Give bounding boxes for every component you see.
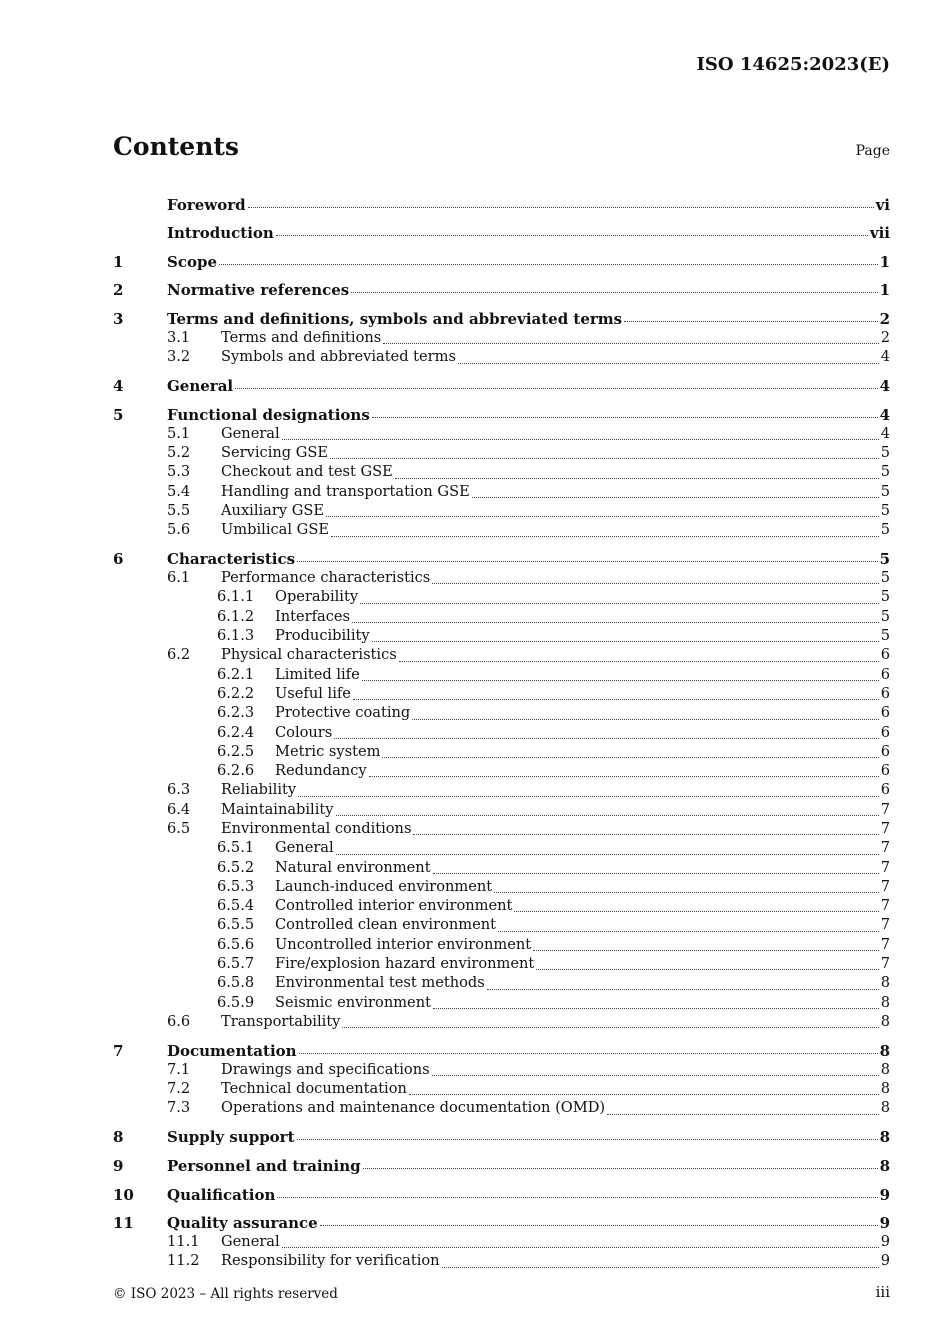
- toc-entry[interactable]: [113, 396, 890, 425]
- dot-leader: [498, 931, 879, 932]
- toc-entry-number: 6.1.3: [217, 627, 255, 645]
- toc-entry-page: 8: [880, 1099, 890, 1117]
- page-column-label: Page: [855, 143, 890, 159]
- dot-leader: [248, 207, 874, 208]
- toc-entry-title: Symbols and abbreviated terms: [221, 348, 456, 366]
- toc-entry-title: Operations and maintenance documentation (OMD): [221, 1099, 606, 1117]
- dot-leader: [412, 719, 878, 720]
- dot-leader: [282, 1247, 879, 1248]
- dot-leader: [297, 561, 878, 562]
- dot-leader: [336, 854, 879, 855]
- dot-leader: [536, 969, 878, 970]
- toc-entry-number: 6.2.4: [217, 723, 255, 741]
- toc-entry[interactable]: [113, 588, 890, 607]
- toc-entry-number: 3: [113, 309, 124, 328]
- toc-entry-title: General: [221, 424, 280, 442]
- toc-entry-page: 6: [880, 762, 890, 780]
- toc-entry-title: Servicing GSE: [221, 444, 329, 462]
- toc-entry-page: 2: [879, 309, 890, 328]
- toc-entry[interactable]: [113, 368, 890, 397]
- toc-entry[interactable]: [113, 627, 890, 646]
- dot-leader: [277, 1197, 877, 1198]
- toc-entry-page: 8: [879, 1041, 890, 1060]
- toc-entry[interactable]: [113, 1080, 890, 1099]
- toc-entry[interactable]: [113, 1252, 890, 1271]
- toc-entry-title: Environmental test methods: [275, 974, 485, 992]
- toc-entry-title: Functional designations: [167, 405, 370, 424]
- dot-leader: [409, 1094, 879, 1095]
- dot-leader: [372, 417, 878, 418]
- toc-entry[interactable]: [113, 1176, 890, 1205]
- toc-entry-number: 6.5.5: [217, 916, 255, 934]
- toc-entry-title: Technical documentation: [221, 1080, 407, 1098]
- dot-leader: [331, 536, 879, 537]
- toc-entry-title: Qualification: [167, 1185, 276, 1204]
- toc-entry-number: 2: [113, 281, 124, 300]
- dot-leader: [320, 1225, 878, 1226]
- dot-leader: [399, 661, 879, 662]
- toc-entry-title: General: [275, 839, 334, 857]
- dot-leader: [330, 458, 879, 459]
- toc-entry-number: 6.5.1: [217, 839, 255, 857]
- toc-entry-number: 6.1.1: [217, 588, 255, 606]
- toc-entry-page: 7: [880, 935, 890, 953]
- toc-entry-page: 5: [880, 482, 890, 500]
- toc-entry-page: 9: [879, 1214, 890, 1233]
- toc-entry-page: 6: [880, 665, 890, 683]
- toc-entry-title: Seismic environment: [275, 993, 431, 1011]
- toc-entry-number: 6.5.7: [217, 955, 255, 973]
- toc-entry-page: 5: [880, 501, 890, 519]
- toc-entry[interactable]: [113, 425, 890, 444]
- dot-leader: [494, 892, 879, 893]
- toc-entry-number: 6.2: [167, 646, 191, 664]
- page-number: iii: [875, 1283, 890, 1301]
- toc-entry-title: Quality assurance: [167, 1214, 318, 1233]
- toc-entry-page: 1: [879, 252, 890, 271]
- toc-entry-title: Foreword: [167, 195, 246, 214]
- dot-leader: [276, 235, 868, 236]
- toc-entry-page: 8: [879, 1156, 890, 1175]
- dot-leader: [360, 603, 879, 604]
- toc-entry-title: Physical characteristics: [221, 646, 397, 664]
- dot-leader: [297, 1139, 878, 1140]
- toc-entry[interactable]: [113, 955, 890, 974]
- toc-entry[interactable]: [113, 1205, 890, 1234]
- toc-entry-title: Launch-induced environment: [275, 877, 493, 895]
- toc-entry[interactable]: [113, 272, 890, 301]
- toc-entry-number: 6.4: [167, 800, 191, 818]
- toc-entry-page: 5: [880, 463, 890, 481]
- toc-entry-number: 7.3: [167, 1099, 191, 1117]
- toc-entry[interactable]: [113, 666, 890, 685]
- toc-entry[interactable]: [113, 444, 890, 463]
- toc-entry[interactable]: [113, 994, 890, 1013]
- toc-entry-number: 8: [113, 1128, 124, 1147]
- toc-entry-title: Operability: [275, 588, 359, 606]
- toc-entry-number: 6.5.3: [217, 877, 255, 895]
- toc-entry-title: Supply support: [167, 1128, 295, 1147]
- toc-entry-page: 5: [880, 588, 890, 606]
- toc-entry-page: 8: [880, 1060, 890, 1078]
- toc-entry-number: 6.3: [167, 781, 191, 799]
- toc-entry-page: 5: [880, 569, 890, 587]
- toc-entry[interactable]: [113, 859, 890, 878]
- toc-entry-page: 7: [880, 916, 890, 934]
- dot-leader: [363, 1168, 878, 1169]
- toc-entry-page: 7: [880, 877, 890, 895]
- toc-entry-title: Controlled clean environment: [275, 916, 496, 934]
- toc-entry-page: 7: [880, 800, 890, 818]
- toc-entry-title: Drawings and specifications: [221, 1060, 430, 1078]
- toc-entry-page: 7: [880, 897, 890, 915]
- toc-entry-page: vii: [869, 224, 890, 243]
- toc-entry-number: 4: [113, 377, 124, 396]
- toc-entry-page: 9: [880, 1252, 890, 1270]
- toc-entry[interactable]: [113, 521, 890, 540]
- dot-leader: [336, 815, 879, 816]
- toc-entry[interactable]: [113, 820, 890, 839]
- toc-entry-number: 5.3: [167, 463, 191, 481]
- dot-leader: [458, 363, 879, 364]
- toc-entry-page: 8: [880, 1012, 890, 1030]
- toc-entry-number: 6.1.2: [217, 607, 255, 625]
- toc-entry-page: 1: [879, 281, 890, 300]
- toc-entry[interactable]: [113, 685, 890, 704]
- table-of-contents: [113, 186, 890, 1272]
- toc-entry-number: 3.1: [167, 328, 191, 346]
- toc-entry-number: 7: [113, 1041, 124, 1060]
- toc-entry-number: 3.2: [167, 348, 191, 366]
- dot-leader: [372, 641, 879, 642]
- toc-entry[interactable]: [113, 502, 890, 521]
- toc-entry-page: 9: [880, 1233, 890, 1251]
- toc-entry-page: 5: [880, 627, 890, 645]
- toc-entry-page: 6: [880, 742, 890, 760]
- toc-entry[interactable]: [113, 781, 890, 800]
- toc-entry-title: Personnel and training: [167, 1156, 361, 1175]
- toc-entry[interactable]: [113, 463, 890, 482]
- toc-entry[interactable]: [113, 916, 890, 935]
- toc-entry-number: 5.5: [167, 501, 191, 519]
- toc-entry-title: General: [167, 377, 234, 396]
- toc-entry-title: Terms and definitions, symbols and abbreviated terms: [167, 309, 623, 328]
- toc-entry-number: 6: [113, 550, 124, 569]
- toc-entry[interactable]: [113, 1061, 890, 1080]
- toc-entry[interactable]: [113, 897, 890, 916]
- toc-entry-page: 5: [880, 607, 890, 625]
- toc-entry-page: 4: [880, 424, 890, 442]
- toc-entry-title: Umbilical GSE: [221, 521, 329, 539]
- dot-leader: [382, 757, 878, 758]
- toc-entry[interactable]: [113, 243, 890, 272]
- toc-entry[interactable]: [113, 646, 890, 665]
- dot-leader: [472, 497, 879, 498]
- toc-entry[interactable]: [113, 541, 890, 570]
- dot-leader: [298, 796, 879, 797]
- toc-entry-page: 4: [879, 377, 890, 396]
- toc-entry[interactable]: [113, 483, 890, 502]
- toc-entry-title: Auxiliary GSE: [221, 501, 325, 519]
- dot-leader: [362, 680, 879, 681]
- dot-leader: [432, 583, 878, 584]
- toc-entry-title: Scope: [167, 252, 218, 271]
- dot-leader: [342, 1027, 878, 1028]
- toc-entry[interactable]: [113, 1233, 890, 1252]
- toc-entry-number: 7.2: [167, 1080, 191, 1098]
- toc-entry-page: 2: [880, 328, 890, 346]
- dot-leader: [219, 264, 878, 265]
- toc-entry-title: Normative references: [167, 281, 350, 300]
- dot-leader: [299, 1053, 878, 1054]
- toc-entry-title: Redundancy: [275, 762, 367, 780]
- toc-entry-title: Characteristics: [167, 550, 296, 569]
- dot-leader: [487, 989, 879, 990]
- toc-entry-title: Checkout and test GSE: [221, 463, 393, 481]
- toc-entry-title: Useful life: [275, 684, 351, 702]
- toc-entry[interactable]: [113, 743, 890, 762]
- toc-entry-page: 7: [880, 955, 890, 973]
- toc-entry-title: Performance characteristics: [221, 569, 431, 587]
- toc-entry-page: 6: [880, 723, 890, 741]
- dot-leader: [235, 388, 877, 389]
- toc-entry-title: Protective coating: [275, 704, 411, 722]
- toc-entry[interactable]: [113, 186, 890, 215]
- toc-entry-page: 5: [880, 444, 890, 462]
- dot-leader: [533, 950, 879, 951]
- toc-entry-number: 6.1: [167, 569, 191, 587]
- toc-entry[interactable]: [113, 1119, 890, 1148]
- toc-entry[interactable]: [113, 801, 890, 820]
- copyright-notice: © ISO 2023 – All rights reserved: [113, 1286, 338, 1302]
- toc-entry-page: 6: [880, 781, 890, 799]
- toc-entry-title: Responsibility for verification: [221, 1252, 440, 1270]
- toc-entry-number: 6.5.4: [217, 897, 255, 915]
- toc-entry-number: 11.2: [167, 1252, 200, 1270]
- toc-entry[interactable]: [113, 348, 890, 367]
- toc-entry-title: Fire/explosion hazard environment: [275, 955, 535, 973]
- toc-entry[interactable]: [113, 936, 890, 955]
- toc-entry-number: 6.2.2: [217, 684, 255, 702]
- dot-leader: [369, 776, 879, 777]
- document-id: ISO 14625:2023(E): [696, 54, 890, 75]
- dot-leader: [624, 321, 877, 322]
- dot-leader: [352, 622, 879, 623]
- dot-leader: [353, 699, 879, 700]
- toc-entry-number: 6.2.5: [217, 742, 255, 760]
- toc-entry-title: General: [221, 1233, 280, 1251]
- contents-heading: Contents: [113, 132, 240, 161]
- toc-entry-title: Documentation: [167, 1041, 297, 1060]
- toc-entry-number: 11: [113, 1214, 134, 1233]
- toc-entry[interactable]: [113, 329, 890, 348]
- toc-entry[interactable]: [113, 762, 890, 781]
- toc-entry-page: 8: [880, 993, 890, 1011]
- toc-entry-title: Environmental conditions: [221, 819, 412, 837]
- toc-entry-title: Controlled interior environment: [275, 897, 513, 915]
- dot-leader: [395, 478, 879, 479]
- toc-entry-page: 9: [879, 1185, 890, 1204]
- toc-entry-title: Natural environment: [275, 858, 431, 876]
- toc-entry-number: 5.4: [167, 482, 191, 500]
- toc-entry-number: 6.2.3: [217, 704, 255, 722]
- toc-entry[interactable]: [113, 1013, 890, 1032]
- toc-entry-page: 7: [880, 858, 890, 876]
- toc-entry-number: 5: [113, 405, 124, 424]
- toc-entry-number: 6.2.6: [217, 762, 255, 780]
- toc-entry-title: Uncontrolled interior environment: [275, 935, 532, 953]
- toc-entry-page: 6: [880, 684, 890, 702]
- toc-entry-number: 7.1: [167, 1060, 191, 1078]
- dot-leader: [433, 1008, 879, 1009]
- dot-leader: [351, 292, 877, 293]
- toc-entry-page: 6: [880, 646, 890, 664]
- toc-entry[interactable]: [113, 569, 890, 588]
- toc-entry-page: 7: [880, 839, 890, 857]
- toc-entry-number: 1: [113, 252, 124, 271]
- dot-leader: [383, 343, 878, 344]
- toc-entry[interactable]: [113, 724, 890, 743]
- dot-leader: [607, 1114, 879, 1115]
- toc-entry-title: Reliability: [221, 781, 297, 799]
- dot-leader: [514, 911, 878, 912]
- toc-entry[interactable]: [113, 1147, 890, 1176]
- toc-entry-title: Handling and transportation GSE: [221, 482, 470, 500]
- toc-entry-number: 11.1: [167, 1233, 200, 1251]
- toc-entry-title: Terms and definitions: [221, 328, 382, 346]
- toc-entry[interactable]: [113, 1032, 890, 1061]
- toc-entry[interactable]: [113, 215, 890, 244]
- toc-entry-number: 6.5.2: [217, 858, 255, 876]
- toc-entry-page: 5: [880, 521, 890, 539]
- toc-entry-title: Transportability: [221, 1012, 341, 1030]
- toc-entry-page: 8: [879, 1128, 890, 1147]
- dot-leader: [442, 1267, 879, 1268]
- toc-entry-page: 4: [879, 405, 890, 424]
- toc-entry-title: Producibility: [275, 627, 370, 645]
- toc-entry-number: 6.2.1: [217, 665, 255, 683]
- dot-leader: [433, 873, 879, 874]
- toc-entry-title: Interfaces: [275, 607, 351, 625]
- toc-entry[interactable]: [113, 608, 890, 627]
- toc-entry-number: 9: [113, 1156, 124, 1175]
- toc-entry[interactable]: [113, 974, 890, 993]
- toc-entry[interactable]: [113, 839, 890, 858]
- dot-leader: [413, 834, 878, 835]
- toc-entry-number: 6.5: [167, 819, 191, 837]
- toc-entry-page: 6: [880, 704, 890, 722]
- toc-entry-page: 5: [879, 550, 890, 569]
- toc-entry-title: Introduction: [167, 224, 274, 243]
- toc-entry-title: Limited life: [275, 665, 360, 683]
- toc-entry[interactable]: [113, 878, 890, 897]
- toc-entry-number: 5.6: [167, 521, 191, 539]
- toc-entry[interactable]: [113, 300, 890, 329]
- toc-entry-number: 6.6: [167, 1012, 191, 1030]
- toc-entry-number: 6.5.6: [217, 935, 255, 953]
- toc-entry-number: 5.2: [167, 444, 191, 462]
- toc-entry-page: 8: [880, 974, 890, 992]
- toc-entry-number: 5.1: [167, 424, 191, 442]
- dot-leader: [432, 1075, 879, 1076]
- dot-leader: [334, 738, 878, 739]
- toc-entry[interactable]: [113, 704, 890, 723]
- toc-entry[interactable]: [113, 1099, 890, 1118]
- dot-leader: [326, 516, 879, 517]
- toc-entry-page: vi: [875, 195, 890, 214]
- toc-entry-number: 10: [113, 1185, 134, 1204]
- toc-entry-title: Maintainability: [221, 800, 334, 818]
- toc-entry-number: 6.5.9: [217, 993, 255, 1011]
- toc-entry-number: 6.5.8: [217, 974, 255, 992]
- toc-entry-title: Colours: [275, 723, 333, 741]
- dot-leader: [282, 439, 879, 440]
- toc-entry-title: Metric system: [275, 742, 381, 760]
- toc-entry-page: 7: [880, 819, 890, 837]
- toc-entry-page: 8: [880, 1080, 890, 1098]
- toc-entry-page: 4: [880, 348, 890, 366]
